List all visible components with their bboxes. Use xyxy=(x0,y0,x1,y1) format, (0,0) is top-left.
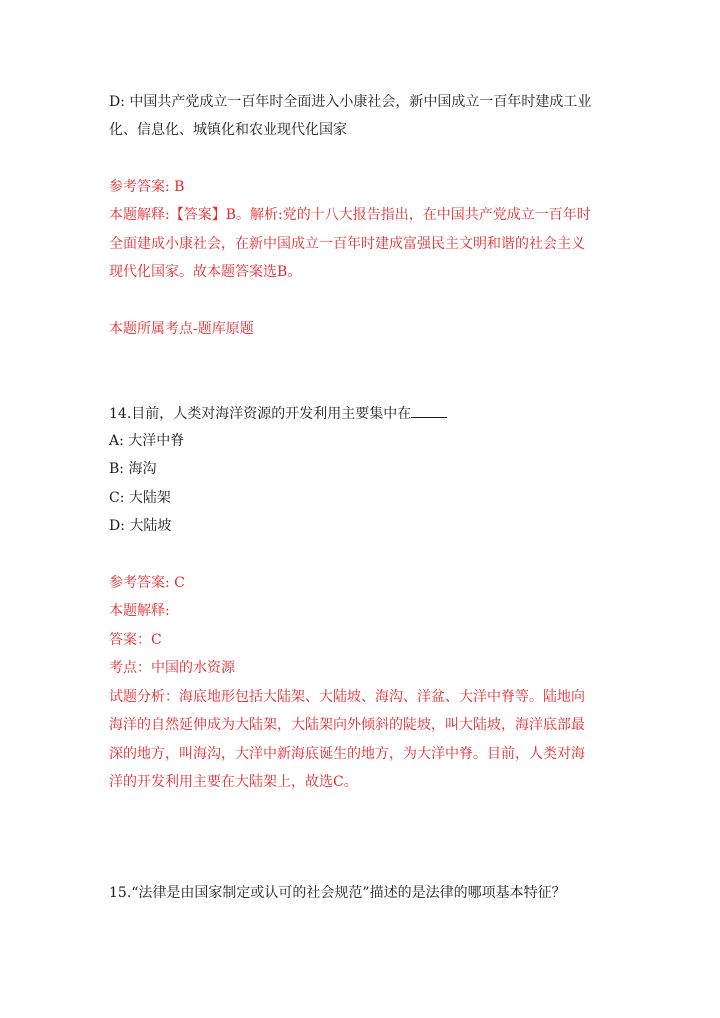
q14-answer: 参考答案: C xyxy=(109,575,185,591)
q14-option-d: D: 大陆坡 xyxy=(109,518,172,534)
q14-option-c: C: 大陆架 xyxy=(109,490,171,506)
q15-stem: 15.“法律是由国家制定或认可的社会规范”描述的是法律的哪项基本特征？ xyxy=(109,885,566,901)
q14-kaodian: 考点：中国的水资源 xyxy=(109,660,235,676)
q14-explanation-label: 本题解释: xyxy=(109,603,170,619)
answer-blank xyxy=(411,403,447,418)
q14-answer-short: 答案：C xyxy=(109,632,162,648)
q13-option-d-line2: 化、信息化、城镇化和农业现代化国家 xyxy=(109,122,347,138)
q14-stem-text: 14.目前，人类对海洋资源的开发利用主要集中在 xyxy=(109,406,412,422)
q13-explanation-line1: 本题解释:【答案】B。解析:党的十八大报告指出，在中国共产党成立一百年时 xyxy=(109,207,591,223)
q13-answer: 参考答案: B xyxy=(109,179,185,195)
q13-explanation-line3: 现代化国家。故本题答案选B。 xyxy=(109,264,302,280)
q14-analysis-line4: 洋的开发利用主要在大陆架上，故选C。 xyxy=(109,774,358,790)
q13-option-d-line1: D: 中国共产党成立一百年时全面进入小康社会，新中国成立一百年时建成工业 xyxy=(109,94,592,110)
q14-analysis-line1: 试题分析：海底地形包括大陆架、大陆坡、海沟、洋盆、大洋中脊等。陆地向 xyxy=(109,689,585,705)
q14-stem xyxy=(109,403,629,423)
q14-option-a: A: 大洋中脊 xyxy=(109,433,185,449)
q13-topic: 本题所属考点-题库原题 xyxy=(109,321,254,337)
q13-explanation-line2: 全面建成小康社会，在新中国成立一百年时建成富强民主文明和谐的社会主义 xyxy=(109,236,585,252)
q14-analysis-line3: 深的地方，叫海沟，大洋中新海底诞生的地方，为大洋中脊。目前，人类对海 xyxy=(109,746,585,762)
q14-analysis-line2: 海洋的自然延伸成为大陆架，大陆架向外倾斜的陡坡，叫大陆坡，海洋底部最 xyxy=(109,717,585,733)
q14-option-b: B: 海沟 xyxy=(109,461,157,477)
